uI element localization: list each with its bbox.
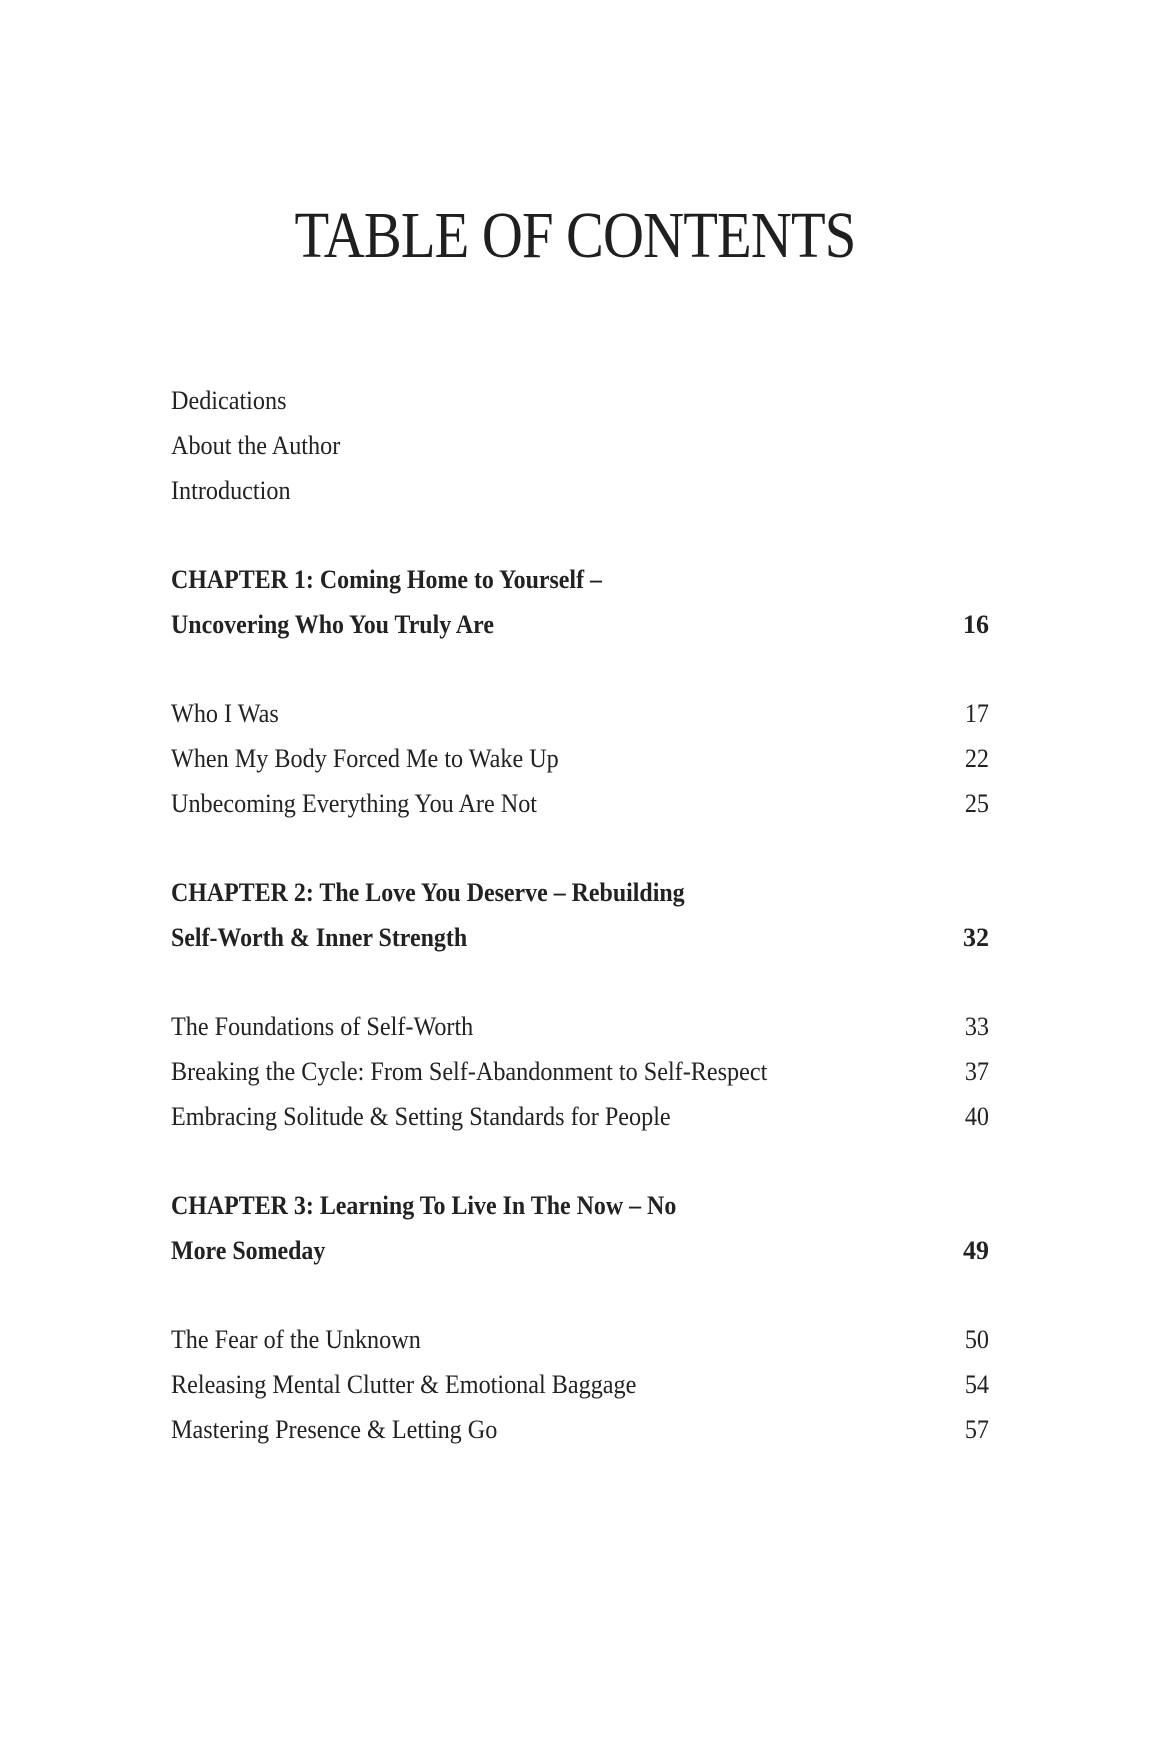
section-page-number: 54 [964, 1370, 989, 1399]
section-label: When My Body Forced Me to Wake Up [171, 744, 559, 773]
section-label: Who I Was [171, 699, 279, 728]
chapter-2-heading-line2[interactable] [171, 915, 989, 960]
page-title: TABLE OF CONTENTS [294, 199, 856, 272]
section-label: Mastering Presence & Letting Go [171, 1415, 498, 1444]
section-label: Releasing Mental Clutter & Emotional Baggage [171, 1370, 637, 1399]
section-page-number: 17 [964, 699, 989, 728]
toc-entry-section[interactable] [171, 736, 989, 781]
toc-entry-section[interactable] [171, 781, 989, 826]
spacer [171, 960, 989, 1004]
toc-entry-section[interactable] [171, 1094, 989, 1139]
chapter-page-number: 32 [963, 923, 989, 952]
chapter-2-heading-line1[interactable] [171, 870, 989, 915]
chapter-heading: Self-Worth & Inner Strength [171, 923, 468, 952]
chapter-1-heading-line1[interactable] [171, 557, 989, 602]
toc-entry-section[interactable] [171, 1004, 989, 1049]
section-page-number: 57 [964, 1415, 989, 1444]
toc-entry-dedications[interactable] [171, 378, 989, 423]
toc-entry-introduction[interactable] [171, 468, 989, 513]
toc-entry-about-author[interactable] [171, 423, 989, 468]
spacer [171, 826, 989, 870]
chapter-heading: CHAPTER 3: Learning To Live In The Now – No [171, 1191, 677, 1220]
chapter-page-number: 16 [963, 610, 989, 639]
toc-entry-label: Dedications [171, 386, 287, 415]
spacer [171, 647, 989, 691]
toc-entry-section[interactable] [171, 1407, 989, 1452]
toc-entry-section[interactable] [171, 1049, 989, 1094]
chapter-page-number: 49 [963, 1236, 989, 1265]
table-of-contents [171, 378, 989, 1452]
section-page-number: 40 [964, 1102, 989, 1131]
toc-entry-label: Introduction [171, 476, 291, 505]
chapter-heading: Uncovering Who You Truly Are [171, 610, 494, 639]
chapter-3-heading-line1[interactable] [171, 1183, 989, 1228]
toc-entry-section[interactable] [171, 691, 989, 736]
section-label: Unbecoming Everything You Are Not [171, 789, 538, 818]
section-page-number: 25 [964, 789, 989, 818]
toc-entry-section[interactable] [171, 1362, 989, 1407]
chapter-1-heading-line2[interactable] [171, 602, 989, 647]
chapter-heading: More Someday [171, 1236, 326, 1265]
section-label: The Fear of the Unknown [171, 1325, 421, 1354]
chapter-heading: CHAPTER 1: Coming Home to Yourself – [171, 565, 602, 594]
section-page-number: 22 [964, 744, 989, 773]
section-label: Embracing Solitude & Setting Standards for People [171, 1102, 671, 1131]
section-label: Breaking the Cycle: From Self-Abandonment to Self-Respect [171, 1057, 768, 1086]
section-page-number: 50 [964, 1325, 989, 1354]
section-page-number: 37 [964, 1057, 989, 1086]
spacer [171, 1273, 989, 1317]
section-page-number: 33 [964, 1012, 989, 1041]
spacer [171, 513, 989, 557]
chapter-3-heading-line2[interactable] [171, 1228, 989, 1273]
toc-entry-label: About the Author [171, 431, 341, 460]
section-label: The Foundations of Self-Worth [171, 1012, 474, 1041]
spacer [171, 1139, 989, 1183]
toc-entry-section[interactable] [171, 1317, 989, 1362]
chapter-heading: CHAPTER 2: The Love You Deserve – Rebuilding [171, 878, 685, 907]
